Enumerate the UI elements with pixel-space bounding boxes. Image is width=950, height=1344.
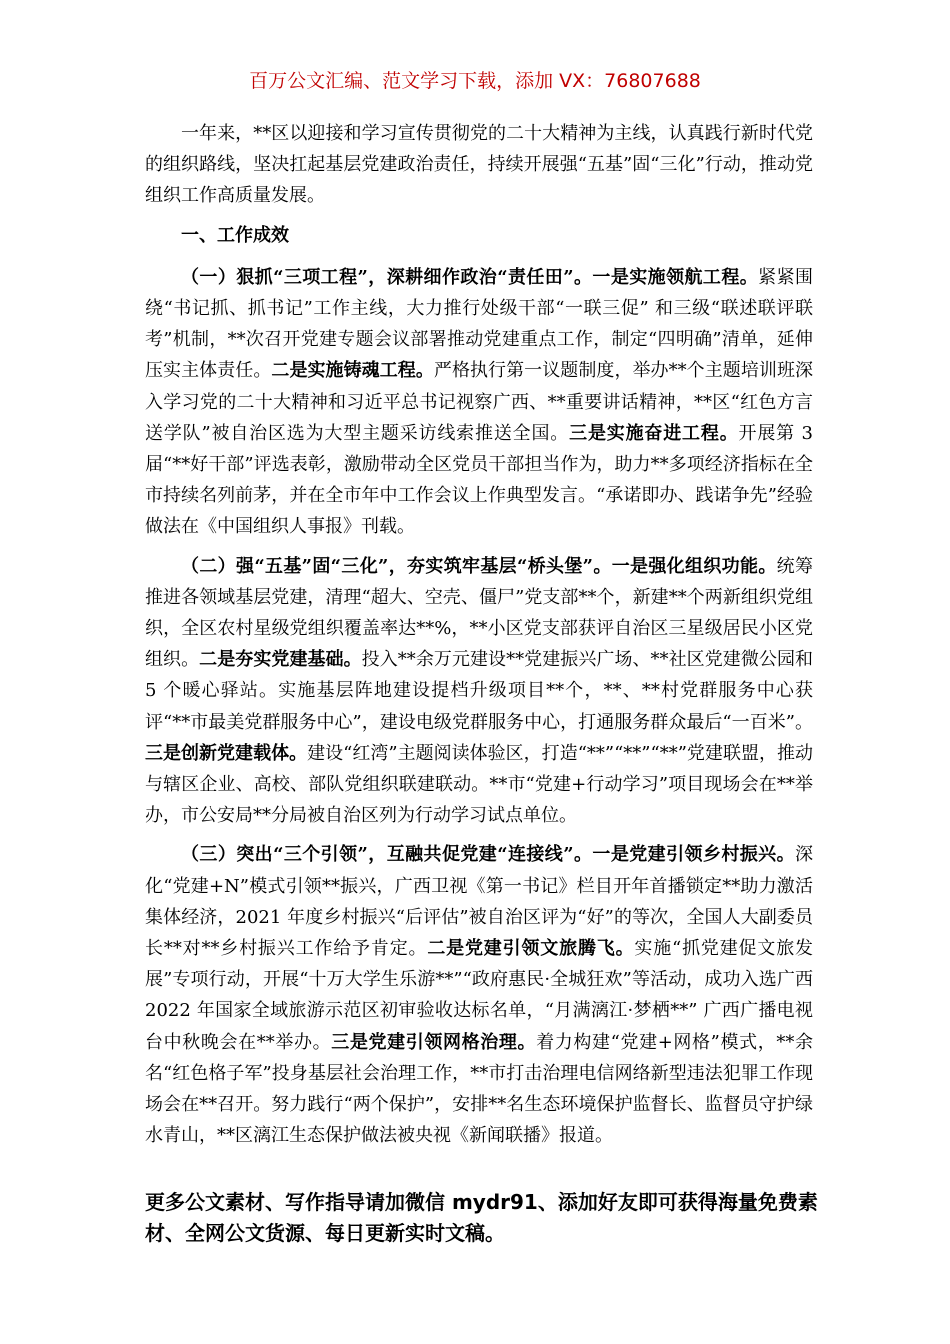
paragraph-3-text-2: 实施“抓党建促文旅发展”专项行动，开展“十万大学生乐游**”“政府惠民·全城狂欢”等活动，成功入选广西 2022 年国家全域旅游示范区初审验收达标名单，“月满漓江·梦栖**” 广西广播电视台中秋晚会在**举办。 [145, 938, 814, 1053]
document-body [145, 118, 813, 1160]
paragraph-2-text-2: 投入**余万元建设**党建振兴广场、**社区党建微公园和 5 个暖心驿站。实施基层阵地建设提档升级项目**个，**、**村党群服务中心获评“**市最美党群服务中心”，建设电级党群服务中心，打通服务群众最后“一百米”。 [145, 649, 814, 733]
paragraph-3-text-1: 深化“党建+N”模式引领**振兴，广西卫视《第一书记》栏目开年首播锁定**助力激活集体经济，2021 年度乡村振兴“后评估”被自治区评为“好”的等次，全国人大副委员长**对**乡村振兴工作给予肯定。 [145, 844, 813, 960]
paragraph-2-subheading-2: 二是夯实党建基础。 [199, 649, 362, 671]
paragraph-1-subheading-2: 二是实施铸魂工程。 [271, 360, 434, 382]
paragraph-3 [145, 839, 813, 1151]
paragraph-2-text-3: 建设“红湾”主题阅读体验区，打造“**”“**”“**”党建联盟，推动与辖区企业、高校、部队党组织联建联动。**市“党建+行动学习”项目现场会在**举办，市公安局**分局被自治区列为行动学习试点单位。 [145, 742, 813, 827]
promo-header: 百万公文汇编、范文学习下载，添加 VX：76807688 [249, 70, 701, 92]
paragraph-2-text-1: 统筹推进各领域基层党建，清理“超大、空壳、僵尸”党支部**个，新建**个两新组织党组织，全区农村星级党组织覆盖率达**%，**小区党支部获评自治区三星级居民小区党组织。 [145, 555, 814, 671]
paragraph-2-subheading-3: 三是创新党建载体。 [145, 742, 308, 764]
paragraph-3-text-3: 着力构建“党建+网格”模式，**余名“红色格子军”投身基层社会治理工作，**市打击治理电信网络新型违法犯罪工作现场会在**召开。努力践行“两个保护”，安排**名生态环境保护监督长、监督员守护绿水青山，**区漓江生态保护做法被央视《新闻联播》报道。 [145, 1031, 813, 1147]
paragraph-1-text-1: 紧紧围绕“书记抓、抓书记”工作主线，大力推行处级干部“一联三促” 和三级“联述联评联考”机制，**次召开党建专题会议部署推动党建重点工作，制定“四明确”清单，延伸压实主体责任。 [145, 266, 813, 382]
paragraph-2-heading: （二）强“五基”固“三化”，夯实筑牢基层“桥头堡”。一是强化组织功能。 [181, 555, 777, 577]
paragraph-1-subheading-3: 三是实施奋进工程。 [569, 422, 739, 444]
paragraph-3-subheading-3: 三是党建引领网格治理。 [331, 1031, 537, 1053]
paragraph-1-text-3: 开展第 3 届“**好干部”评选表彰，激励带动全区党员干部担当作为，助力**多项经济指标在全市持续名列前茅，并在全市年中工作会议上作典型发言。“承诺即办、践诺争先”经验做法在《中国组织人事报》刊载。 [145, 422, 813, 538]
paragraph-1-text-2: 严格执行第一议题制度，举办**个主题培训班深入学习党的二十大精神和习近平总书记视察广西、**重要讲话精神，**区“红色方言送学队”被自治区选为大型主题采访线索推送全国。 [145, 360, 813, 444]
paragraph-1 [145, 262, 813, 543]
promo-footer: 更多公文素材、写作指导请加微信 mydr91、添加好友即可获得海量免费素材、全网公文货源、每日更新实时文稿。 [145, 1190, 818, 1245]
paragraph-1-heading: （一）狠抓“三项工程”，深耕细作政治“责任田”。一是实施领航工程。 [181, 266, 759, 288]
paragraph-2 [145, 551, 813, 832]
intro-paragraph: 一年来，**区以迎接和学习宣传贯彻党的二十大精神为主线，认真践行新时代党的组织路线，坚决扛起基层党建政治责任，持续开展强“五基”固“三化”行动，推动党组织工作高质量发展。 [145, 123, 813, 207]
section-heading: 一、工作成效 [181, 224, 289, 246]
paragraph-3-heading: （三）突出“三个引领”，互融共促党建“连接线”。一是党建引领乡村振兴。 [181, 844, 795, 866]
paragraph-3-subheading-2: 二是党建引领文旅腾飞。 [427, 938, 635, 960]
